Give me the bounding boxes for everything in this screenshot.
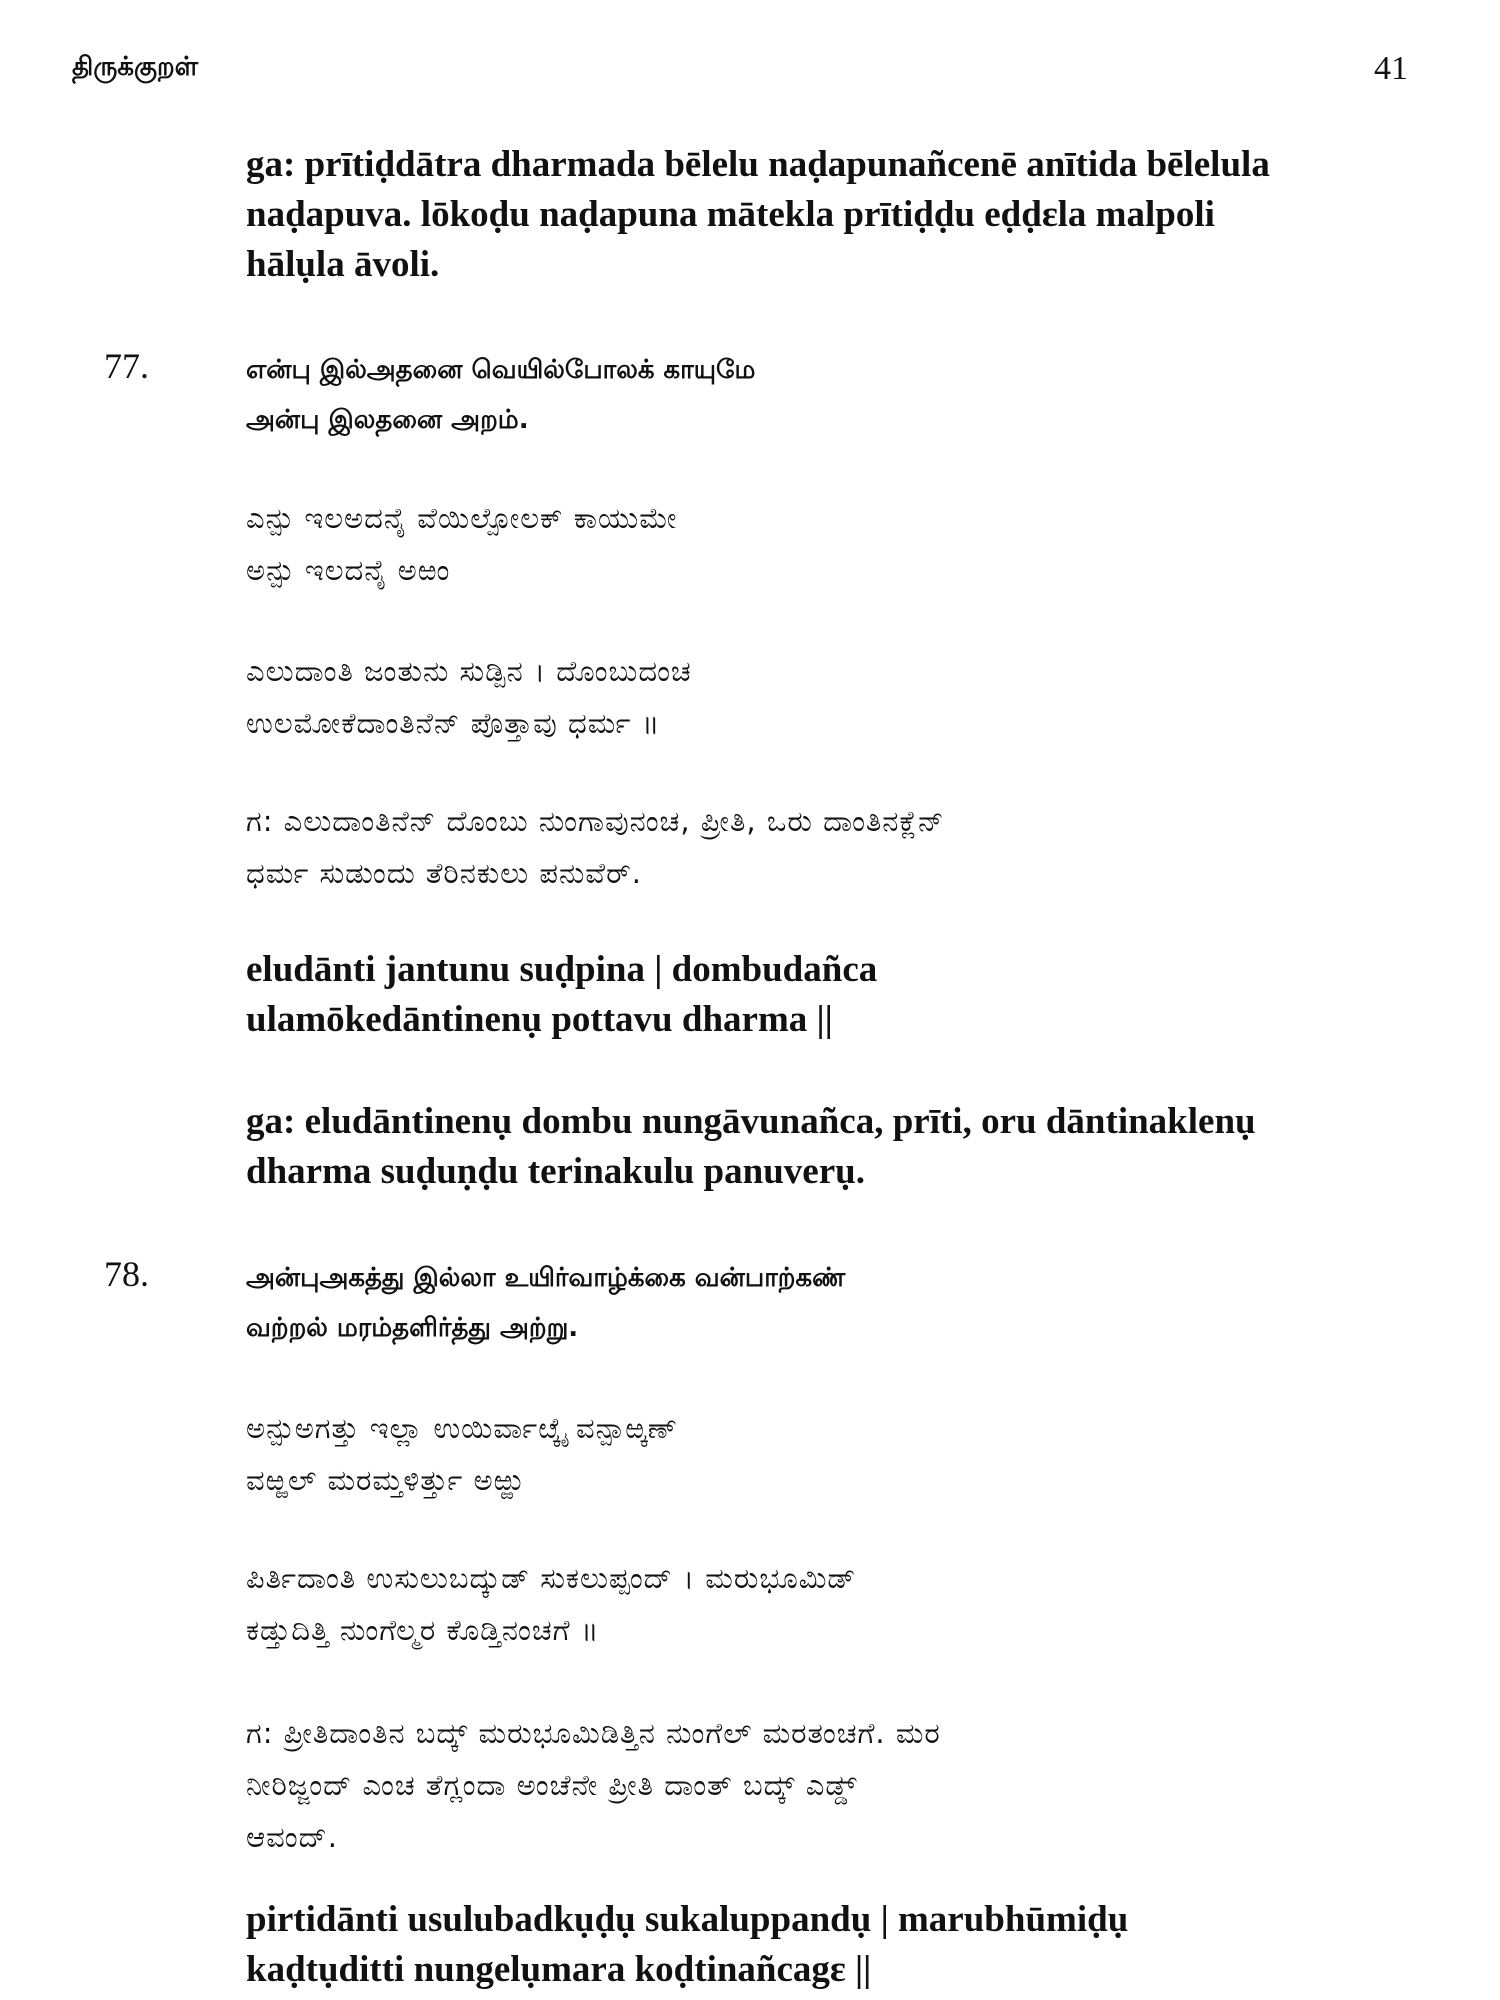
tulu-verse-line: ಉಲಮೋಕೆದಾಂತಿನೆನ್ ಪೊತ್ತಾವು ಧರ್ಮ ॥: [246, 706, 661, 740]
page-number: 41: [1374, 50, 1408, 87]
tulu-verse-line: ಕಡ್ತುದಿತ್ತಿ ನುಂಗೆಲ್ಮರ ಕೊಡ್ತಿನಂಚಗೆ ॥: [246, 1613, 600, 1647]
tamil-line: வற்றல் மரம்தளிர்த்து அற்று.: [246, 1313, 579, 1343]
gloss-kannada-line: ಗ: ಪ್ರೀತಿದಾಂತಿನ ಬದ್ಕ್ ಮರುಭೂಮಿಡಿತ್ತಿನ ನುಂಗೆಲ್ ಮರತಂಚಗೆ. ಮರ: [246, 1716, 941, 1750]
tulu-verse-roman: [246, 1895, 1406, 1995]
gloss-line: hālụla āvoli.: [246, 244, 440, 285]
tulu-verse-kannada: [246, 645, 1406, 749]
gloss-line: naḍapuva. lōkoḍu naḍapuna mātekla prītiḍḍu eḍḍɛla malpoli: [246, 194, 1215, 235]
gloss-kannada: [246, 1707, 1406, 1863]
kannada-translit-line: ವಱ್ಱಲ್ ಮರಮ್ತಳಿರ್ತ್ತು ಅಱ್ಱು: [246, 1463, 526, 1497]
gloss-kannada-line: ಧರ್ಮ ಸುಡುಂದು ತೆರಿನಕುಲು ಪನುವೆರ್.: [246, 856, 643, 890]
gloss-kannada: [246, 795, 1406, 899]
tulu-verse-line: ಪಿರ್ತಿದಾಂತಿ ಉಸುಲುಬದ್ಕುಡ್ ಸುಕಲುಪ್ಪಂದ್ । ಮರುಭೂಮಿಡ್: [246, 1561, 857, 1595]
tamil-line: அன்பு இலதனை அறம்.: [246, 405, 529, 435]
gloss-roman: [246, 1097, 1406, 1197]
gloss-line: ga: prītiḍdātra dharmada bēlelu naḍapunañcenē anītida bēlelula: [246, 144, 1270, 185]
kannada-translit-line: ಅನ್ಪುಅಗತ್ತು ಇಲ್ಲಾ ಉಯಿರ್ವಾೞ್ಕೈ ವನ್ಪಾಱ್ಕಣ್: [246, 1411, 679, 1445]
tulu-verse-roman: [246, 945, 1406, 1045]
kannada-transliteration: [246, 1402, 1406, 1506]
tamil-line: என்பு இல்அதனை வெயில்போலக் காயுமே: [246, 355, 756, 385]
tulu-roman-line: kaḍtụditti nungelụmara koḍtinañcagɛ ||: [246, 1949, 872, 1990]
gloss-continuation: [246, 140, 1406, 290]
tamil-couplet: [246, 1253, 1406, 1353]
tulu-roman-line: eludānti jantunu suḍpina | dombudañca: [246, 949, 878, 990]
gloss-roman-line: ga: eludāntinenụ dombu nungāvunañca, prīti, oru dāntinaklenụ: [246, 1101, 1256, 1142]
running-title: திருக்குறள்: [72, 52, 199, 82]
kannada-transliteration: [246, 492, 1406, 596]
tamil-line: அன்புஅகத்து இல்லா உயிர்வாழ்க்கை வன்பாற்கண்: [246, 1263, 846, 1293]
verse-number: 78.: [104, 1254, 149, 1294]
tulu-verse-kannada: [246, 1552, 1406, 1656]
gloss-kannada-line: ಗ: ಎಲುದಾಂತಿನೆನ್ ದೊಂಬು ನುಂಗಾವುನಂಚ, ಪ್ರೀತಿ, ಒರು ದಾಂತಿನಕ್ಲೆನ್: [246, 804, 945, 838]
gloss-kannada-line: ಆವಂದ್.: [246, 1820, 338, 1854]
verse-number: 77.: [104, 346, 149, 386]
tulu-verse-line: ಎಲುದಾಂತಿ ಜಂತುನು ಸುಡ್ಪಿನ । ದೊಂಬುದಂಚ: [246, 654, 692, 688]
gloss-kannada-line: ನೀರಿಜ್ಜಂದ್ ಎಂಚ ತೆಗ್ಲಂದಾ ಅಂಚೆನೇ ಪ್ರೀತಿ ದಾಂತ್ ಬದ್ಕ್ ಎಡ್ಡ್: [246, 1768, 858, 1802]
tulu-roman-line: pirtidānti usulubadkụḍụ sukaluppandụ | marubhūmiḍụ: [246, 1899, 1129, 1940]
tamil-couplet: [246, 345, 1406, 445]
kannada-translit-line: ಅನ್ಪು ಇಲದನೈ ಅಱಂ: [246, 553, 451, 587]
kannada-translit-line: ಎನ್ಪು ಇಲಅದನೈ ವೆಯಿಲ್ಪೋಲಕ್ ಕಾಯುಮೇ: [246, 501, 678, 535]
tulu-roman-line: ulamōkedāntinenụ pottavu dharma ||: [246, 999, 833, 1040]
gloss-roman-line: dharma suḍuṇḍu terinakulu panuverụ.: [246, 1151, 865, 1192]
